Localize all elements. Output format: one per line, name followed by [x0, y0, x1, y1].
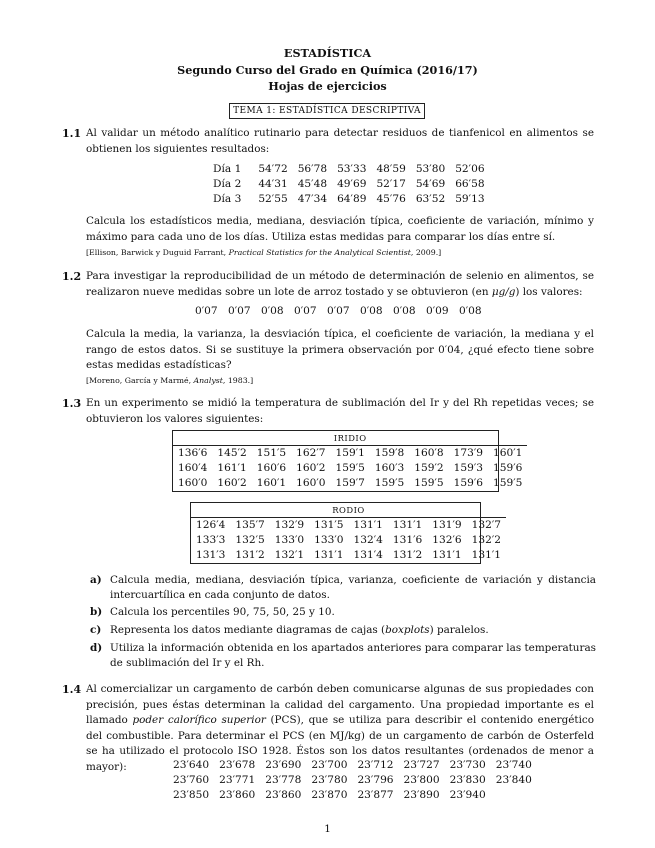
exercise-3-intro: En un experimento se midió la temperatura de sublimación del Ir y del Rh repetidas veces; se obtuvieron los valores siguientes: [86, 397, 594, 425]
exercise-2-values [195, 305, 492, 317]
value-item: 0′08 [261, 305, 284, 317]
table-cell: 23′800 [403, 774, 440, 786]
rodio-caption: RODIO [191, 503, 506, 518]
table-cell: 23′796 [357, 774, 394, 786]
table-cell: 23′700 [311, 759, 348, 771]
table-cell: 23′860 [265, 789, 302, 801]
table-cell: 160′8 [414, 447, 444, 459]
exercise-number: 1.3 [62, 397, 82, 410]
table-cell: 159′5 [374, 477, 405, 489]
table-cell: 23′678 [219, 759, 256, 771]
table-cell: 48′59 [376, 163, 406, 175]
exercise-4-table [168, 758, 537, 803]
exercise-number: 1.2 [62, 270, 82, 283]
table-cell: 45′48 [297, 178, 328, 190]
table-cell: 173′9 [453, 447, 483, 459]
table-cell: 23′778 [265, 774, 302, 786]
table-cell: 160′2 [296, 462, 326, 474]
table-cell: 23′850 [173, 789, 210, 801]
exercise-2-question: Calcula la media, la varianza, la desviación típica, el coeficiente de variación, la mediana y el rango de estos datos. Si se sustituye la primera observación por 0′04, ¿qué efecto tiene sobre estas medidas estadísticas? [86, 328, 594, 371]
table-cell: 23′760 [173, 774, 210, 786]
table-cell: 132′1 [274, 549, 305, 561]
exercise-1-question: Calcula los estadísticos media, mediana, desviación típica, coeficiente de variación, mínimo y máximo para cada uno de los días. Utiliza estas medidas para comparar los días entre sí. [86, 215, 594, 243]
table-row [168, 788, 537, 803]
table-cell: 151′5 [256, 447, 287, 459]
table-cell: 44′31 [258, 178, 288, 190]
table-row [208, 162, 490, 177]
table-row [191, 533, 506, 548]
exercise-4-text: Al comercializar un cargamento de carbón deben comunicarse algunas de sus propiedades con precisión, pues éstas determinan la calidad del cargamento. Una propiedad importante es el llamado poder calorífico superior (PCS), que se utiliza para describir el contenido energético del combustible. Para determinar el PCS (en MJ/kg) de un cargamento de carbón de Osterfeld se ha utilizado el protocolo ISO 1928. Éstos son los datos resultantes (ordenados de menor a mayor): [86, 683, 594, 773]
course-name: Segundo Curso del Grado en Química (2016/17) [177, 63, 478, 77]
table-cell: 52′06 [455, 163, 485, 175]
value-item: 0′08 [360, 305, 383, 317]
table-cell: 159′7 [335, 477, 365, 489]
table-cell: 131′1 [392, 519, 423, 531]
table-cell: 63′52 [415, 193, 446, 205]
table-cell: 160′0 [296, 477, 326, 489]
row-label: Día 2 [213, 178, 242, 190]
table-cell: 132′9 [274, 519, 305, 531]
table-cell: 23′780 [311, 774, 348, 786]
table-cell: 160′6 [256, 462, 287, 474]
table-cell: 132′5 [235, 534, 265, 546]
table-cell: 132′6 [432, 534, 462, 546]
table-cell: 159′2 [414, 462, 444, 474]
value-item: 0′07 [294, 305, 317, 317]
table-cell: 135′7 [235, 519, 265, 531]
table-cell: 132′4 [353, 534, 383, 546]
table-cell: 23′840 [495, 774, 532, 786]
table-cell: 59′13 [455, 193, 485, 205]
table-cell: 131′1 [314, 549, 344, 561]
table-cell: 160′3 [374, 462, 405, 474]
table-cell: 159′6 [453, 477, 483, 489]
table-cell: 131′9 [432, 519, 462, 531]
row-label: Día 1 [213, 163, 242, 175]
exercise-3-item-a: a) Calcula media, mediana, desviación típica, varianza, coeficiente de variación y distancia intercuartílica en cada conjunto de datos. [90, 574, 596, 601]
table-row [191, 548, 506, 563]
table-cell: 23′860 [219, 789, 256, 801]
iridio-caption: IRIDIO [173, 431, 527, 446]
table-cell: 131′2 [392, 549, 423, 561]
table-cell: 159′5 [493, 477, 523, 489]
table-row [191, 518, 506, 534]
table-cell: 131′3 [196, 549, 226, 561]
table-cell: 131′5 [314, 519, 344, 531]
table-cell: 23′890 [403, 789, 440, 801]
value-item: 0′09 [426, 305, 449, 317]
table-cell: 159′8 [374, 447, 405, 459]
table-row [208, 177, 490, 192]
page-number: 1 [324, 823, 331, 835]
value-item: 0′08 [393, 305, 416, 317]
table-cell: 126′4 [196, 519, 226, 531]
exercise-number: 1.1 [62, 127, 82, 140]
table-cell: 23′640 [173, 759, 210, 771]
table-cell: 23′730 [449, 759, 486, 771]
table-cell: 23′940 [449, 789, 486, 801]
table-cell: 159′1 [335, 447, 365, 459]
table-row [173, 461, 527, 476]
table-cell: 160′2 [217, 477, 247, 489]
iridio-table [172, 430, 523, 492]
table-cell: 160′1 [256, 477, 287, 489]
table-cell: 23′690 [265, 759, 302, 771]
table-cell: 131′4 [353, 549, 383, 561]
value-item: 0′08 [459, 305, 482, 317]
table-cell: 53′80 [415, 163, 446, 175]
value-item: 0′07 [228, 305, 251, 317]
table-cell: 52′55 [258, 193, 288, 205]
table-cell: 66′58 [455, 178, 485, 190]
value-item: 0′07 [195, 305, 218, 317]
exercise-3-item-b: b) Calcula los percentiles 90, 75, 50, 25 y 10. [90, 606, 335, 618]
exercise-number: 1.4 [62, 683, 82, 696]
table-cell: 23′740 [495, 759, 532, 771]
table-cell: 133′0 [314, 534, 344, 546]
table-cell: 23′830 [449, 774, 486, 786]
table-cell: 23′727 [403, 759, 440, 771]
table-cell: 133′0 [274, 534, 305, 546]
table-cell: 45′76 [376, 193, 406, 205]
table-cell: 159′5 [335, 462, 365, 474]
doc-title: ESTADÍSTICA [283, 46, 372, 60]
exercise-2-source: [Moreno, García y Marmé, Analyst, 1983.] [86, 376, 254, 385]
table-cell: 131′6 [392, 534, 423, 546]
table-cell: 132′7 [471, 519, 501, 531]
table-cell: 159′3 [453, 462, 483, 474]
table-cell: 23′870 [311, 789, 348, 801]
doc-subtitle: Hojas de ejercicios [268, 79, 387, 93]
table-cell: 160′0 [178, 477, 208, 489]
table-cell: 23′712 [357, 759, 394, 771]
table-cell: 54′69 [415, 178, 446, 190]
table-cell: 64′89 [337, 193, 367, 205]
tema-heading: TEMA 1: ESTADÍSTICA DESCRIPTIVA [229, 103, 425, 119]
table-cell: 136′6 [178, 447, 208, 459]
table-cell: 52′17 [376, 178, 406, 190]
exercise-3-item-c: c) Representa los datos mediante diagramas de cajas (boxplots) paralelos. [90, 624, 489, 636]
table-cell: 56′78 [297, 163, 328, 175]
table-cell: 23′877 [357, 789, 394, 801]
table-cell: 162′7 [296, 447, 326, 459]
exercise-3-item-d: d) Utiliza la información obtenida en los apartados anteriores para comparar las temperaturas de sublimación del Ir y el Rh. [90, 642, 596, 669]
table-cell: 131′1 [432, 549, 462, 561]
row-label: Día 3 [213, 193, 242, 205]
table-cell: 47′34 [297, 193, 328, 205]
table-cell: 145′2 [217, 447, 247, 459]
table-cell: 23′771 [219, 774, 256, 786]
table-row [168, 773, 537, 788]
table-cell: 159′6 [493, 462, 523, 474]
table-cell: 159′5 [414, 477, 444, 489]
table-cell: 160′1 [493, 447, 523, 459]
table-cell: 133′3 [196, 534, 226, 546]
table-row [168, 758, 537, 773]
table-cell: 53′33 [337, 163, 367, 175]
table-row [208, 192, 490, 207]
table-cell: 131′1 [471, 549, 501, 561]
exercise-1-table [208, 162, 490, 207]
table-cell: 49′69 [337, 178, 367, 190]
table-row [173, 446, 527, 462]
table-cell: 160′4 [178, 462, 208, 474]
table-row [173, 476, 527, 491]
value-item: 0′07 [327, 305, 350, 317]
table-cell: 54′72 [258, 163, 288, 175]
exercise-1-source: [Ellison, Barwick y Duguid Farrant, Practical Statistics for the Analytical Scientist, 2009.] [86, 248, 442, 257]
rodio-table [190, 502, 501, 564]
exercise-1-intro: Al validar un método analítico rutinario para detectar residuos de tianfenicol en alimentos se obtienen los siguientes resultados: [86, 127, 594, 155]
table-cell: 132′2 [471, 534, 501, 546]
exercise-2-intro: Para investigar la reproducibilidad de un método de determinación de selenio en alimentos, se realizaron nueve medidas sobre un lote de arroz tostado y se obtuvieron (en μg/g) los valores: [86, 270, 594, 298]
table-cell: 131′2 [235, 549, 265, 561]
table-cell: 131′1 [353, 519, 383, 531]
table-cell: 161′1 [217, 462, 247, 474]
